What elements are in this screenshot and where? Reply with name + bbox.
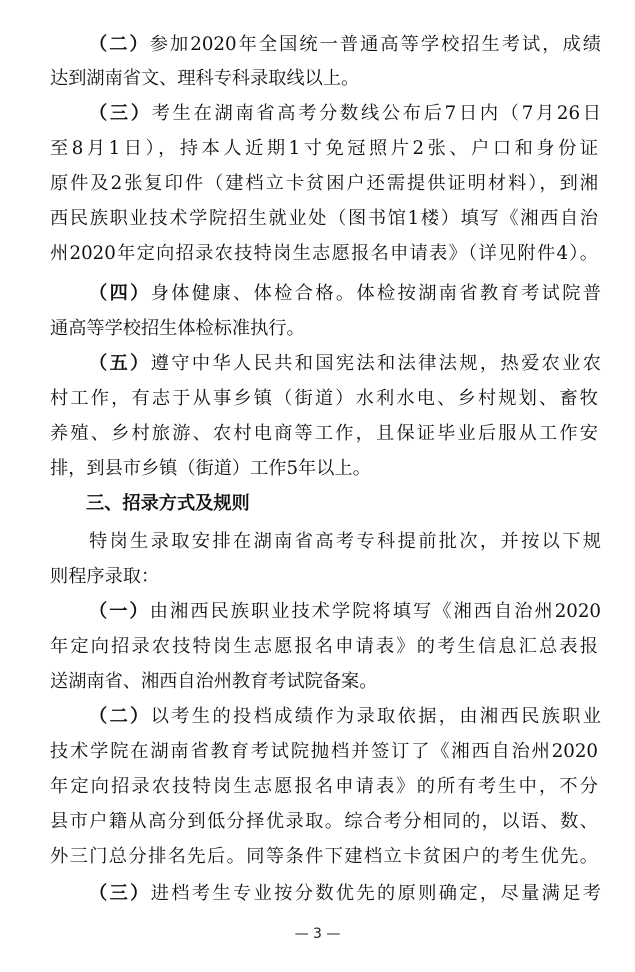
line-text: 技术学院在湖南省教育考试院抛档并签订了《湘西自治州2020 [50,741,598,762]
section-heading [86,491,598,517]
paragraph-line [50,136,598,162]
line-text: 身体健康、体检合格。体检按湖南省教育考试院普 [150,283,601,304]
paragraph-line [50,669,598,695]
section-heading-text: 三、招录方式及规则 [86,493,250,514]
paragraph-line [50,844,598,870]
paragraph-line [50,386,598,412]
line-text: 养殖、乡村旅游、农村电商等工作，且保证毕业后服从工作安 [50,423,598,444]
paragraph-line [50,564,598,590]
line-text: 年定向招录农技特岗生志愿报名申请表》的考生信息汇总表报 [50,636,598,657]
line-text: 以考生的投档成绩作为录取依据，由湘西民族职业 [150,706,601,727]
paragraph-line [50,739,598,765]
item-marker: （三） [89,883,151,904]
item-marker: （一） [89,601,150,622]
paragraph-line [89,881,601,907]
paragraph-line [89,281,601,307]
line-text: 达到湖南省文、理科专科录取线以上。 [50,68,360,89]
paragraph-line [50,206,598,232]
line-text: 送湖南省、湘西自治州教育考试院备案。 [50,671,378,692]
item-marker: （五） [89,353,151,374]
paragraph-line [89,599,601,625]
paragraph-line [50,774,598,800]
paragraph-line [89,351,601,377]
paragraph-line [89,32,601,58]
line-text: 年定向招录农技特岗生志愿报名申请表》的所有考生中，不分 [50,776,598,797]
paragraph-line [50,634,598,660]
item-marker: （四） [89,283,151,304]
paragraph-line [50,171,598,197]
paragraph-line [50,456,598,482]
paragraph-line [89,529,601,555]
line-text: 考生在湖南省高考分数线公布后7日内（7月26日 [151,103,601,124]
line-text: 进档考生专业按分数优先的原则确定，尽量满足考 [150,883,601,904]
paragraph-line [89,704,601,730]
paragraph-line [89,101,601,127]
line-text: 西民族职业技术学院招生就业处（图书馆1楼）填写《湘西自治 [50,208,598,229]
paragraph-line [50,421,598,447]
line-text: 参加2020年全国统一普通高等学校招生考试，成绩 [149,34,601,55]
line-text: 则程序录取： [50,566,160,587]
line-text: 村工作，有志于从事乡镇（街道）水利水电、乡村规划、畜牧 [50,388,598,409]
line-text: 至8月1日），持本人近期1寸免冠照片2张、户口和身份证 [50,138,598,159]
line-text: 排，到县市乡镇（街道）工作5年以上。 [50,458,371,479]
line-text: 通高等学校招生体检标准执行。 [50,318,305,339]
paragraph-line [50,809,598,835]
item-marker: （二） [89,706,151,727]
line-text: 外三门总分排名先后。同等条件下建档立卡贫困户的考生优先。 [50,846,598,867]
paragraph-line [50,316,598,342]
line-text: 由湘西民族职业技术学院将填写《湘西自治州2020 [149,601,601,622]
line-text: 遵守中华人民共和国宪法和法律法规，热爱农业农 [150,353,601,374]
paragraph-line [50,66,598,92]
item-marker: （二） [89,34,150,55]
line-text: 县市户籍从高分到低分择优录取。综合考分相同的，以语、数、 [50,811,598,832]
paragraph-line [50,241,598,267]
item-marker: （三） [89,103,152,124]
page-number: — 3 — [294,926,341,942]
line-text: 州2020年定向招录农技特岗生志愿报名申请表》（详见附件4）。 [50,243,598,264]
line-text: 特岗生录取安排在湖南省高考专科提前批次，并按以下规 [89,531,601,552]
line-text: 原件及2张复印件（建档立卡贫困户还需提供证明材料），到湘 [50,173,598,194]
